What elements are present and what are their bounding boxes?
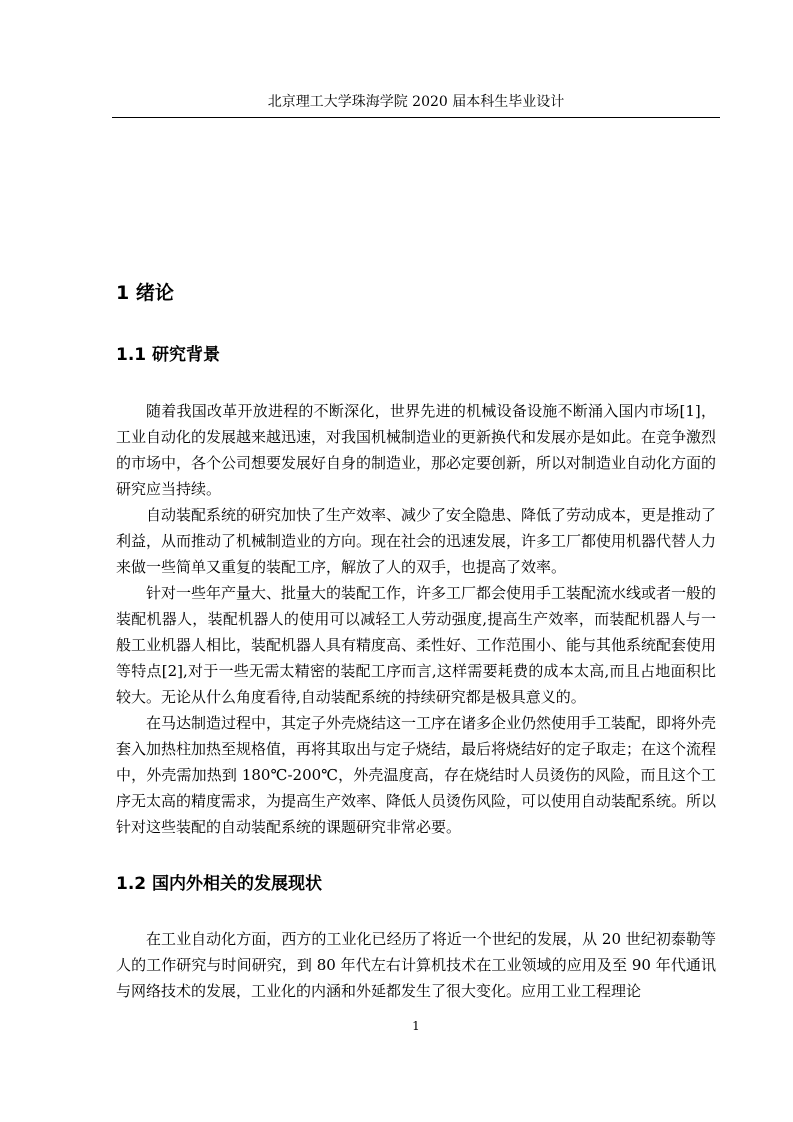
chapter-title: 1 绪论 [116,282,174,304]
paragraph: 针对一些年产量大、批量大的装配工作，许多工厂都会使用手工装配流水线或者一般的装配机器人，装配机器人的使用可以减轻工人劳动强度,提高生产效率，而装配机器人与一般工业机器人相比，装配机器人具有精度高、柔性好、工作范围小、能与其他系统配套使用等特点[2],对于一些无需太精密的装配工序而言,这样需要耗费的成本太高,而且占地面积比较大。无论从什么角度看待,自动装配系统的持续研究都是极具意义的。 [116,584,717,706]
paragraph: 随着我国改革开放进程的不断深化，世界先进的机械设备设施不断涌入国内市场[1]，工业自动化的发展越来越迅速，对我国机械制造业的更新换代和发展亦是如此。在竞争激烈的市场中，各个公司想要发展好自身的制造业，那必定要创新，所以对制造业自动化方面的研究应当持续。 [116,402,717,498]
section-heading-1-1: 1.1 研究背景 [116,345,221,365]
header-rule [112,117,720,118]
running-header: 北京理工大学珠海学院 2020 届本科生毕业设计 [267,94,565,110]
paragraph: 自动装配系统的研究加快了生产效率、减少了安全隐患、降低了劳动成本，更是推动了利益，从而推动了机械制造业的方向。现在社会的迅速发展，许多工厂都使用机器代替人力来做一些简单又重复的装配工序，解放了人的双手，也提高了效率。 [116,506,717,576]
section-1-2-body [116,926,716,1004]
paragraph: 在马达制造过程中，其定子外壳烧结这一工序在诸多企业仍然使用手工装配，即将外壳套入加热柱加热至规格值，再将其取出与定子烧结，最后将烧结好的定子取走；在这个流程中，外壳需加热到 180℃-200℃，外壳温度高，存在烧结时人员烫伤的风险，而且这个工序无太高的精度需求，为提高生产效率、降低人员烫伤风险，可以使用自动装配系统。所以针对这些装配的自动装配系统的课题研究非常必要。 [116,714,717,836]
section-1-1-body [116,398,716,840]
section-heading-1-2: 1.2 国内外相关的发展现状 [116,874,323,894]
page-number: 1 [412,1019,420,1033]
paragraph: 在工业自动化方面，西方的工业化已经历了将近一个世纪的发展，从 20 世纪初泰勒等人的工作研究与时间研究，到 80 年代左右计算机技术在工业领域的应用及至 90 年代通讯与网络技术的发展，工业化的内涵和外延都发生了很大变化。应用工业工程理论 [116,930,716,1000]
